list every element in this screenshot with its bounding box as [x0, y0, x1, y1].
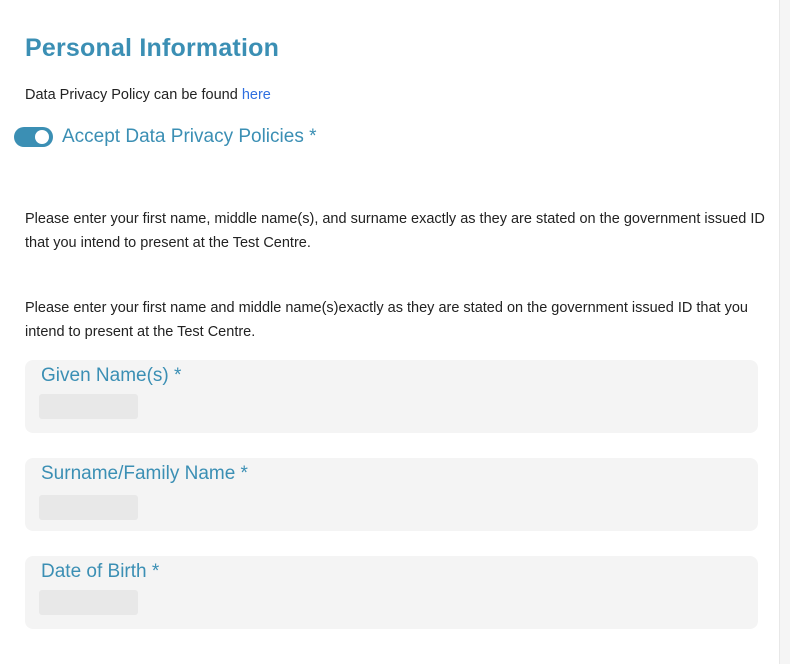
accept-privacy-row[interactable] — [14, 126, 317, 148]
toggle-knob — [35, 130, 49, 144]
given-name-instructions: Please enter your first name and middle name(s)exactly as they are stated on the government issued ID that you intend to present at the Test Centre. — [25, 300, 748, 340]
surname-label: Surname/Family Name * — [41, 463, 248, 484]
given-name-input[interactable] — [39, 394, 138, 419]
given-name-label: Given Name(s) * — [41, 365, 182, 386]
privacy-policy-text: Data Privacy Policy can be found — [25, 87, 242, 103]
privacy-policy-notice — [25, 87, 271, 103]
privacy-policy-link[interactable]: here — [241, 87, 271, 103]
scrollbar-track[interactable] — [779, 0, 790, 664]
page-title: Personal Information — [25, 34, 280, 62]
date-of-birth-input[interactable] — [39, 590, 138, 615]
given-name-field — [25, 360, 758, 433]
surname-field — [25, 458, 758, 531]
date-of-birth-label: Date of Birth * — [41, 561, 160, 582]
accept-privacy-label: Accept Data Privacy Policies * — [62, 126, 317, 147]
date-of-birth-field — [25, 556, 758, 629]
surname-input[interactable] — [39, 495, 138, 520]
full-name-instructions: Please enter your first name, middle name(s), and surname exactly as they are stated on the government issued ID that you intend to present at the Test Centre. — [25, 211, 765, 251]
accept-privacy-toggle[interactable] — [14, 127, 53, 147]
